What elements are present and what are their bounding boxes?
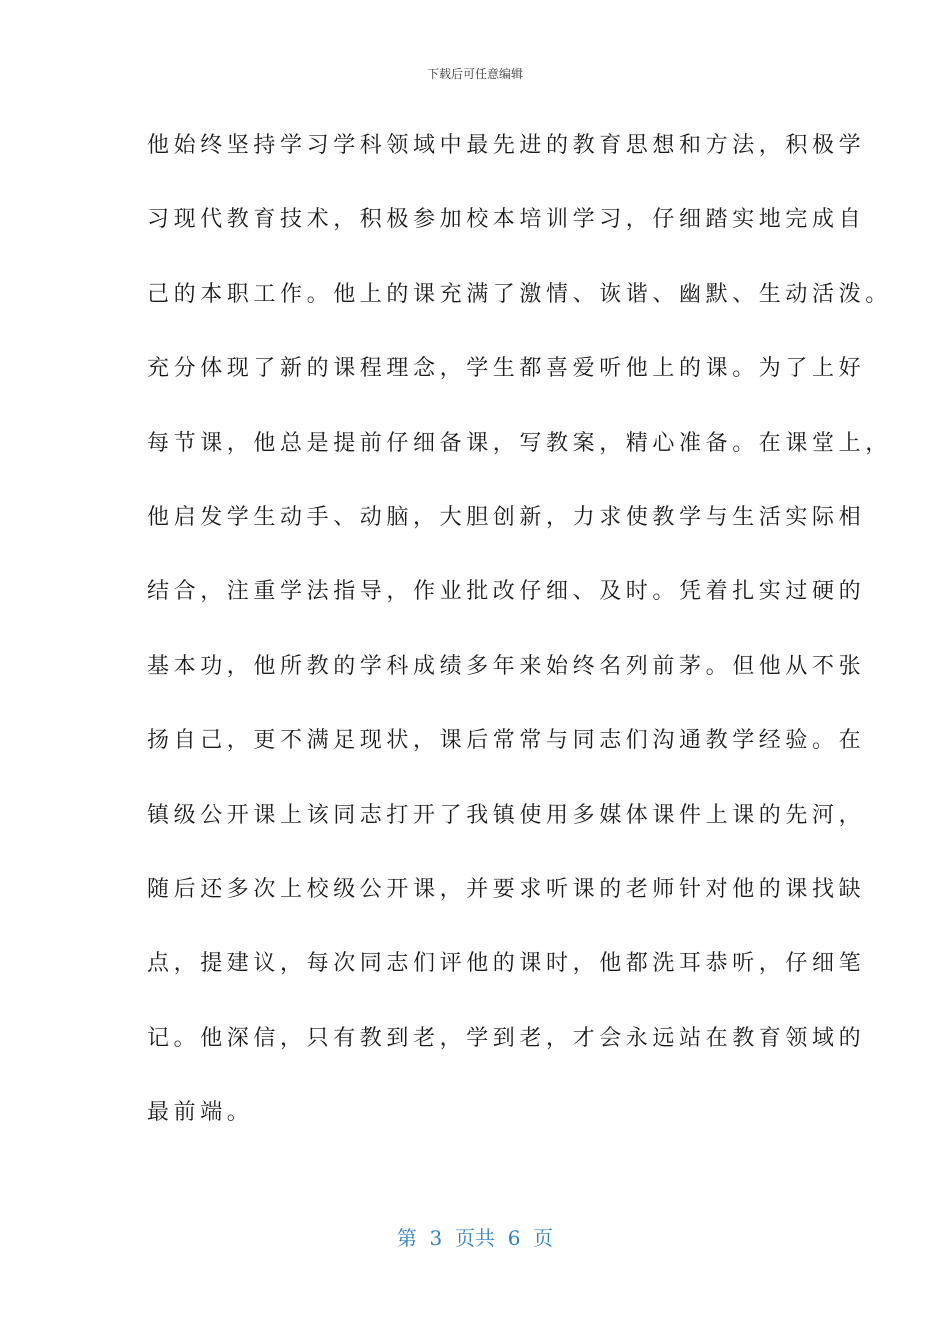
text-line: 他启发学生动手、动脑，大胆创新，力求使教学与生活实际相 <box>147 504 866 530</box>
text-line: 他始终坚持学习学科领域中最先进的教育思想和方法，积极学 <box>147 133 866 158</box>
header-note: 下载后可任意编辑 <box>426 67 523 81</box>
text-line: 记。他深信，只有教到老，学到老，才会永远站在教育领域的 <box>147 1025 866 1051</box>
text-line: 最前端。 <box>147 1100 254 1126</box>
text-line: 扬自己，更不满足现状，课后常常与同志们沟通教学经验。在 <box>147 728 866 754</box>
body-paragraph <box>147 124 892 1165</box>
text-line: 结合，注重学法指导，作业批改仔细、及时。凭着扎实过硬的 <box>147 579 866 605</box>
page-number-footer: 第 3 页共 6 页 <box>396 1226 554 1250</box>
text-line: 随后还多次上校级公开课，并要求听课的老师针对他的课找缺 <box>147 876 866 902</box>
text-line: 点，提建议，每次同志们评他的课时，他都洗耳恭听，仔细笔 <box>147 951 866 977</box>
text-line: 基本功，他所教的学科成绩多年来始终名列前茅。但他从不张 <box>147 653 866 679</box>
text-line: 充分体现了新的课程理念，学生都喜爱听他上的课。为了上好 <box>147 356 866 382</box>
text-line: 己的本职工作。他上的课充满了激情、诙谐、幽默、生动活泼。 <box>147 281 892 307</box>
text-line: 习现代教育技术，积极参加校本培训学习，仔细踏实地完成自 <box>147 207 866 233</box>
text-line: 每节课，他总是提前仔细备课，写教案，精心准备。在课堂上， <box>147 430 892 456</box>
text-line: 镇级公开课上该同志打开了我镇使用多媒体课件上课的先河， <box>147 802 866 828</box>
